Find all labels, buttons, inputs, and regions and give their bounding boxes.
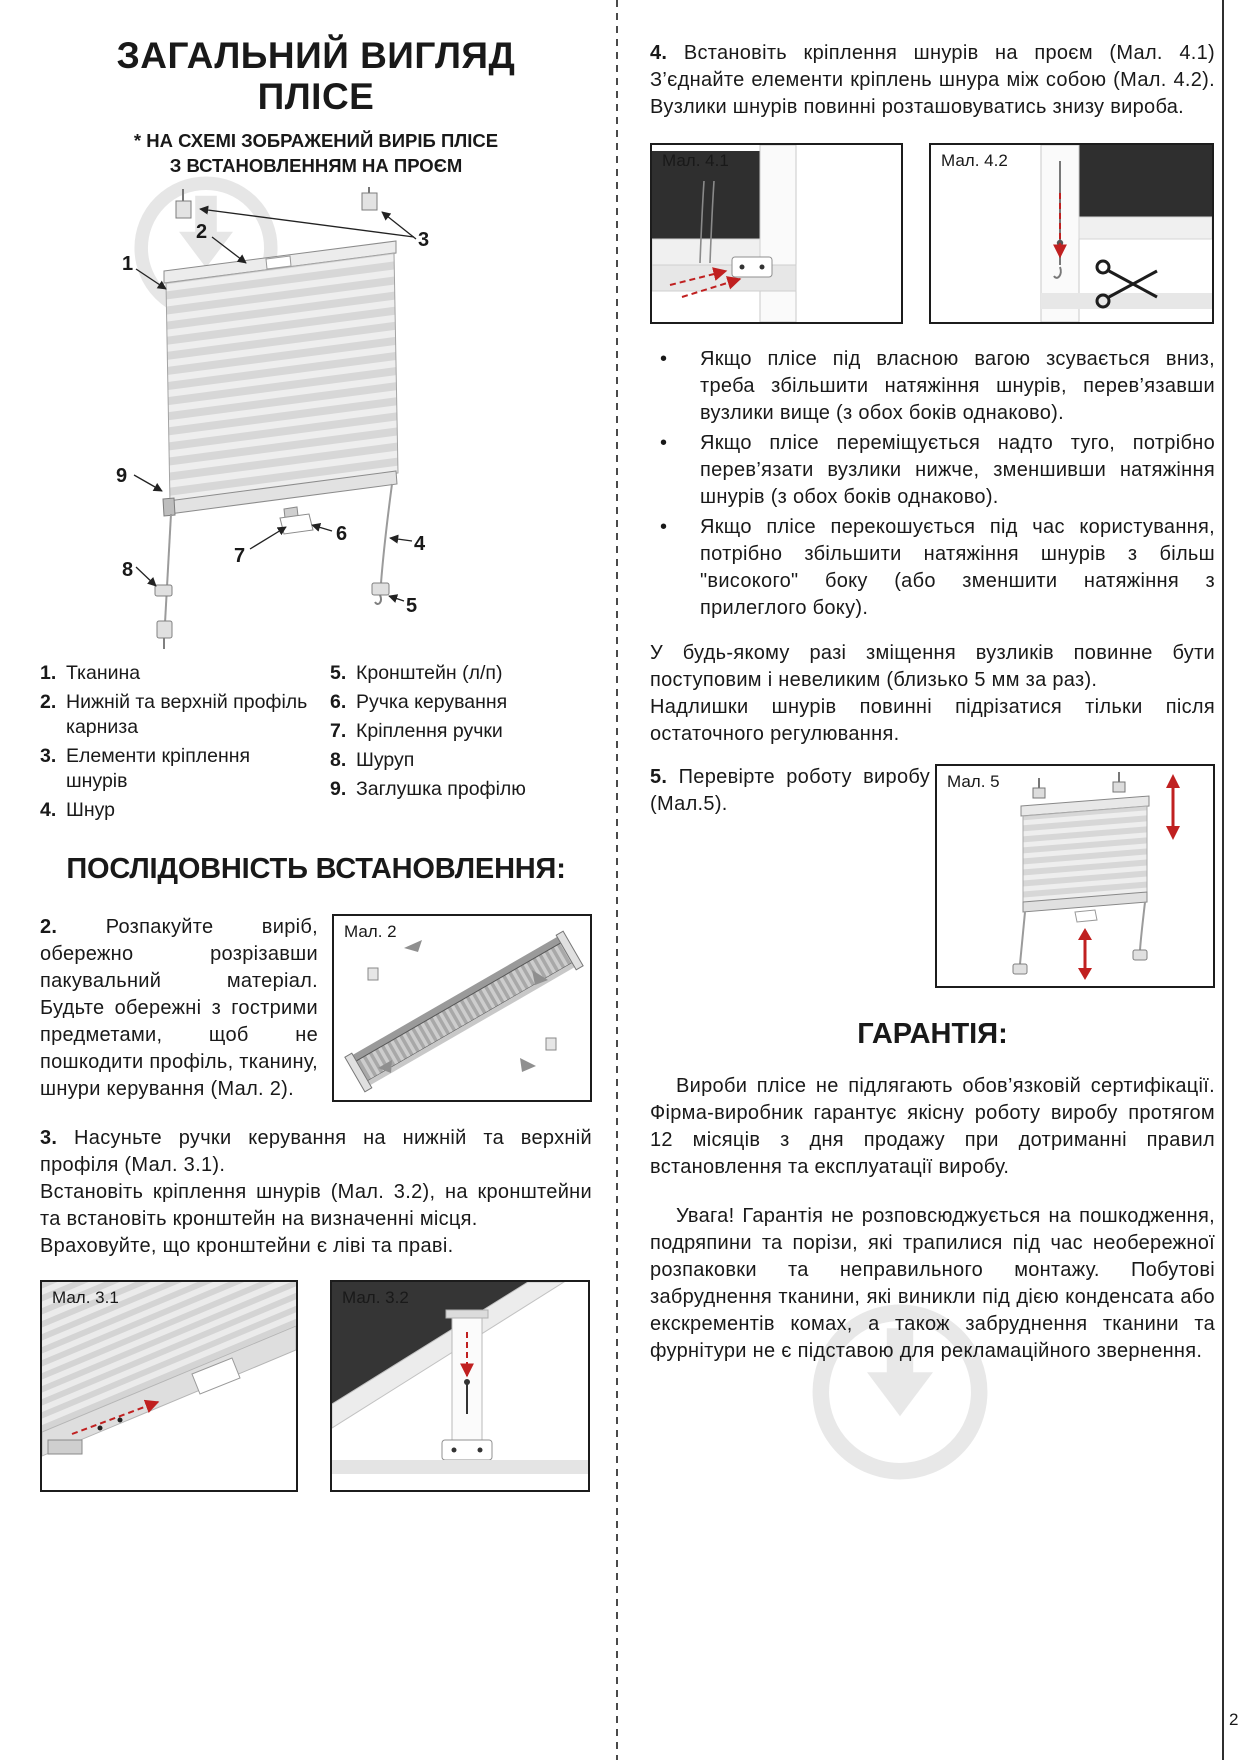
- cord-trimming-illustration: [931, 145, 1212, 322]
- step5-paragraph: 5. Перевірте роботу виробу (Мал.5).: [650, 766, 930, 815]
- legend-item: 4. Шнур: [40, 799, 116, 822]
- bullet-item: • Якщо плісе переміщується надто туго, потрібно перев’язати вузлики нижче, зменшивши натяжіння шнурів (з обох боків однаково).: [660, 432, 1215, 508]
- callout-2: 2: [196, 221, 208, 244]
- legend-item: 5. Кронштейн (л/п): [330, 662, 503, 685]
- legend-item: 2. Нижній та верхній профіль карниза: [40, 691, 308, 739]
- pleated-blind-diagram: [40, 187, 592, 657]
- step5-section: [650, 764, 1215, 988]
- callout-7: 7: [234, 545, 246, 568]
- overview-title-line1: ЗАГАЛЬНИЙ ВИГЛЯД: [116, 35, 516, 76]
- cord-fixing-illustration: [652, 145, 901, 322]
- left-column: [40, 36, 592, 1492]
- note-line-1: У будь-якому разі зміщення вузликів повинне бути поступовим і невеликим (близько 5 мм за раз).: [650, 642, 1215, 691]
- step3-section: [40, 1125, 592, 1260]
- overview-title: [40, 36, 592, 117]
- callout-8: 8: [122, 559, 134, 582]
- figure-3-2-label: Мал. 3.2: [342, 1288, 409, 1308]
- step3-paragraph-3: Враховуйте, що кронштейни є ліві та праві.: [40, 1235, 454, 1258]
- overview-subtitle: * НА СХЕМІ ЗОБРАЖЕНИЙ ВИРІБ ПЛІСЕ З ВСТАНОВЛЕННЯМ НА ПРОЄМ: [133, 130, 499, 177]
- bullet-dot: •: [660, 516, 668, 538]
- bullet-dot: •: [660, 348, 668, 370]
- operation-check-illustration: [937, 766, 1213, 986]
- figures-3-row: [40, 1280, 592, 1492]
- legend-item: 3. Елементи кріплення шнурів: [40, 745, 251, 793]
- note-line-2: Надлишки шнурів повинні підрізатися тільки після остаточного регулювання.: [650, 696, 1215, 745]
- overview-title-line2: ПЛІСЕ: [257, 75, 375, 117]
- right-column: [650, 40, 1215, 1365]
- legend-item: 1. Тканина: [40, 662, 141, 685]
- step2-section: [40, 914, 592, 1103]
- column-divider: [616, 0, 618, 1760]
- callout-3: 3: [418, 229, 430, 252]
- packed-blind-illustration: [334, 916, 590, 1100]
- legend-item: 8. Шуруп: [330, 749, 415, 772]
- figure-5-label: Мал. 5: [947, 772, 1000, 791]
- callout-9: 9: [116, 465, 128, 488]
- figure-3-2: [330, 1280, 590, 1492]
- warranty-paragraph-1: Вироби плісе не підлягають обов’язковій сертифікації. Фірма-виробник гарантує якісну роботу виробу протягом 12 місяців з дня продажу при дотриманні правил встановлення та експлуатації виробу.: [650, 1075, 1215, 1178]
- callout-1: 1: [122, 253, 134, 276]
- sequence-heading: ПОСЛІДОВНІСТЬ ВСТАНОВЛЕННЯ:: [66, 853, 566, 886]
- bottom-profile-illustration: [42, 1282, 296, 1490]
- callout-6: 6: [336, 523, 348, 546]
- step3-paragraph-1: 3. Насуньте ручки керування на нижній та верхній профіля (Мал. 3.1).: [40, 1127, 592, 1177]
- step2-paragraph: 2. Розпакуйте виріб, обережно розрізавши пакувальний матеріал. Будьте обережні з гострими предметами, щоб не пошкодити профіль, тканину, шнури керування (Мал. 2).: [40, 916, 318, 1101]
- legend-column-1: [40, 661, 316, 827]
- warranty-heading: ГАРАНТІЯ:: [857, 1018, 1008, 1050]
- legend-item: 9. Заглушка профілю: [330, 778, 526, 801]
- legend-item: 7. Кріплення ручки: [330, 720, 503, 743]
- figure-5: [935, 764, 1215, 988]
- bullet-dot: •: [660, 432, 668, 454]
- page-number: 2: [1229, 1710, 1239, 1729]
- warranty-paragraph-2: Увага! Гарантія не розповсюджується на пошкодження, подряпини та порізи, які трапилися під час необережної розпаковки та неправильного монтажу. Побутові забруднення тканини, які виникли під дією конденсата або екскрементів комах, а також забруднення тканини та фурнітури не є підставою для рекламаційного звернення.: [650, 1205, 1215, 1362]
- figure-4-2-label: Мал. 4.2: [941, 151, 1008, 170]
- figure-4-1-label: Мал. 4.1: [662, 151, 729, 170]
- adjustment-bullet-list: [650, 346, 1215, 622]
- figure-2-label: Мал. 2: [344, 922, 397, 942]
- bullet-item: • Якщо плісе під власною вагою зсувається вниз, треба збільшити натяжіння шнурів, перев’язавши вузлики вище (з обох боків однаково).: [660, 348, 1215, 424]
- figure-3-1: [40, 1280, 298, 1492]
- parts-legend: [40, 661, 592, 827]
- figures-4-row: [650, 143, 1215, 324]
- window-corner-illustration: [332, 1282, 588, 1490]
- figure-2: [332, 914, 592, 1102]
- page-edge-line: [1222, 0, 1224, 1760]
- adjustment-note: [650, 640, 1215, 748]
- figure-3-1-label: Мал. 3.1: [52, 1288, 119, 1308]
- figure-4-1: [650, 143, 903, 324]
- legend-column-2: [330, 661, 592, 827]
- callout-5: 5: [406, 595, 418, 618]
- bullet-item: • Якщо плісе перекошується під час користування, потрібно збільшити натяжіння шнурів з більш "високого" боку (або зменшити натяжіння з прилеглого боку).: [660, 516, 1215, 619]
- legend-item: 6. Ручка керування: [330, 691, 508, 714]
- step3-paragraph-2: Встановіть кріплення шнурів (Мал. 3.2), на кронштейни та встановіть кронштейн на визначенні місця.: [40, 1181, 592, 1231]
- callout-4: 4: [414, 533, 426, 556]
- figure-4-2: [929, 143, 1214, 324]
- step4-paragraph: 4. Встановіть кріплення шнурів на проєм (Мал. 4.1) З’єднайте елементи кріплень шнура між собою (Мал. 4.2). Вузлики шнурів повинні розташовуватись знизу вироба.: [650, 42, 1215, 118]
